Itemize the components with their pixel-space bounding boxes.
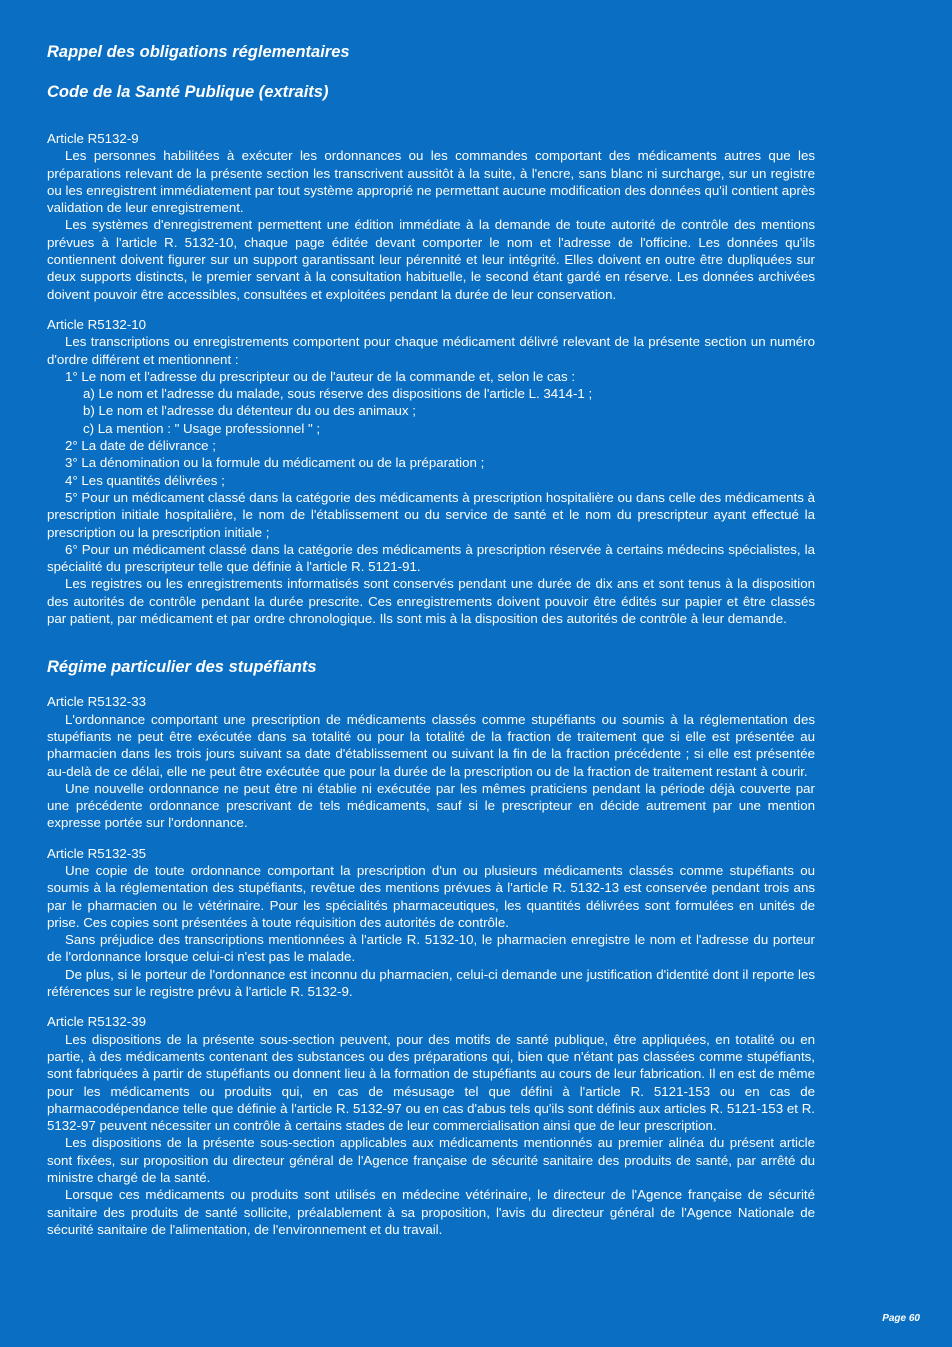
article-paragraph: 6° Pour un médicament classé dans la catégorie des médicaments à prescription réservée à certains médecins spécialistes, la spécialité du prescripteur telle que définie à l'article R. 5121-91.	[47, 541, 815, 575]
sub-list-item: a) Le nom et l'adresse du malade, sous réserve des dispositions de l'article L. 3414-1 ;	[83, 386, 593, 402]
article-r5132-35	[47, 845, 815, 1001]
article-r5132-33	[47, 693, 815, 831]
article-paragraph: 5° Pour un médicament classé dans la catégorie des médicaments à prescription hospitalière ou dans celle des médicaments à prescription initiale hospitalière, le nom de l'établissement ou du service de santé et le nom du prescripteur ayant effectué la prescription ou la prescription initiale ;	[47, 489, 815, 540]
article-paragraph: Les transcriptions ou enregistrements comportent pour chaque médicament délivré relevant de la présente section un numéro d'ordre différent et mentionnent :	[47, 334, 815, 367]
article-title: Article R5132-9	[47, 131, 139, 146]
article-title: Article R5132-35	[47, 845, 147, 861]
article-paragraph: Une copie de toute ordonnance comportant la prescription d'un ou plusieurs médicaments classés comme stupéfiants ou soumis à la réglementation des stupéfiants, revêtue des mentions prévues à l'article R. 5132-13 est conservée pendant trois ans par le pharmacien ou le vétérinaire. Pour les spécialités pharmaceutiques, les quantités délivrées sont formulées en unités de prise. Ces copies sont présentées à toute réquisition des autorités de contrôle.	[47, 862, 815, 930]
page-title: Rappel des obligations réglementaires	[47, 43, 350, 61]
article-paragraph: Lorsque ces médicaments ou produits sont utilisés en médecine vétérinaire, le directeur de l'Agence française de sécurité sanitaire des produits de santé sollicite, préalablement à sa proposition, l'avis du directeur général de l'Agence Nationale de sécurité sanitaire de l'alimentation, de l'environnement et du travail.	[47, 1187, 815, 1237]
section-heading: Régime particulier des stupéfiants	[47, 658, 317, 677]
page-number: Page 60	[882, 1313, 920, 1324]
sub-list-item: b) Le nom et l'adresse du détenteur du ou des animaux ;	[83, 403, 416, 419]
sub-list-item: c) La mention : " Usage professionnel " ;	[83, 420, 321, 436]
document-body	[47, 40, 815, 1251]
article-title: Article R5132-33	[47, 694, 147, 710]
list-item: 1° Le nom et l'adresse du prescripteur ou de l'auteur de la commande et, selon le cas :	[65, 368, 576, 384]
article-paragraph: Une nouvelle ordonnance ne peut être ni établie ni exécutée par les mêmes praticiens pendant la période déjà couverte par une précédente ordonnance prescrivant de tels médicaments, sauf si le prescripteur en décide autrement par une mention expresse portée sur l'ordonnance.	[47, 780, 815, 831]
page-subtitle: Code de la Santé Publique (extraits)	[47, 83, 329, 101]
article-paragraph: Les personnes habilitées à exécuter les ordonnances ou les commandes comportant des médicaments autres que les préparations relevant de la présente section les transcrivent aussitôt à la suite, à l'encre, sans blanc ni surcharge, sur un registre ou les enregistrent immédiatement par tout système approprié ne permettant aucune modification des données qu'il contient après validation de leur enregistrement.	[47, 148, 815, 216]
article-paragraph: De plus, si le porteur de l'ordonnance est inconnu du pharmacien, celui-ci demande une justification d'identité dont il reporte les références sur le registre prévu à l'article R. 5132-9.	[47, 966, 815, 1000]
article-r5132-9	[47, 130, 815, 303]
article-r5132-39	[47, 1013, 815, 1238]
article-paragraph: Les dispositions de la présente sous-section peuvent, pour des motifs de santé publique, être appliquées, en totalité ou en partie, à des médicaments contenant des substances ou des préparations qui, bien que n'étant pas classées comme stupéfiants, sont fabriquées à partir de stupéfiants ou donnent lieu à la formation de stupéfiants au cours de leur fabrication. Il en est de même pour les médicaments ou produits qui, en cas de mésusage tel que défini à l'article R. 5121-153 ou en cas de pharmacodépendance telle que définie à l'article R. 5132-97 ou en cas d'abus tels qu'ils sont définis aux articles R. 5121-153 et R. 5132-97 peuvent nécessiter un contrôle à certains stades de leur commercialisation ainsi que de leur prescription.	[47, 1031, 815, 1134]
list-item: 3° La dénomination ou la formule du médicament ou de la préparation ;	[65, 455, 485, 471]
article-paragraph: Les systèmes d'enregistrement permettent une édition immédiate à la demande de toute autorité de contrôle des mentions prévues à l'article R. 5132-10, chaque page éditée devant comporter le nom et l'adresse de l'officine. Les données qu'ils contiennent doivent figurer sur un support garantissant leur pérennité et leur intégrité. Elles doivent en outre être dupliquées sur deux supports distincts, le premier servant à la consultation habituelle, le second étant gardé en réserve. Les données archivées doivent pouvoir être accessibles, consultées et exploitées pendant la durée de leur conservation.	[47, 217, 815, 302]
article-paragraph: Sans préjudice des transcriptions mentionnées à l'article R. 5132-10, le pharmacien enregistre le nom et l'adresse du porteur de l'ordonnance lorsque celui-ci n'est pas le malade.	[47, 932, 815, 965]
list-item: 2° La date de délivrance ;	[65, 438, 216, 454]
list-item: 4° Les quantités délivrées ;	[65, 472, 225, 488]
article-title: Article R5132-39	[47, 1014, 147, 1030]
article-paragraph: L'ordonnance comportant une prescription de médicaments classés comme stupéfiants ou soumis à la réglementation des stupéfiants ne peut être exécutée dans sa totalité ou pour la totalité de la fraction de traitement que si elle est présentée au pharmacien dans les trois jours suivant sa date d'établissement ou suivant la fin de la fraction précédente ; si elle est présentée au-delà de ce délai, elle ne peut être exécutée que pour la durée de la prescription ou de la fraction de traitement restant à courir.	[47, 711, 815, 779]
article-r5132-10	[47, 316, 815, 627]
article-title: Article R5132-10	[47, 316, 147, 332]
article-paragraph: Les registres ou les enregistrements informatisés sont conservés pendant une durée de dix ans et sont tenus à la disposition des autorités de contrôle pendant la durée prescrite. Ces enregistrements doivent pouvoir être édités sur papier et être classés par patient, par médicament et par ordre chronologique. Ils sont mis à la disposition des autorités de contrôle à leur demande.	[47, 576, 815, 627]
article-paragraph: Les dispositions de la présente sous-section applicables aux médicaments mentionnés au premier alinéa du présent article sont fixées, sur proposition du directeur général de l'Agence française de sécurité sanitaire des produits de santé, par arrêté du ministre chargé de la santé.	[47, 1135, 815, 1186]
